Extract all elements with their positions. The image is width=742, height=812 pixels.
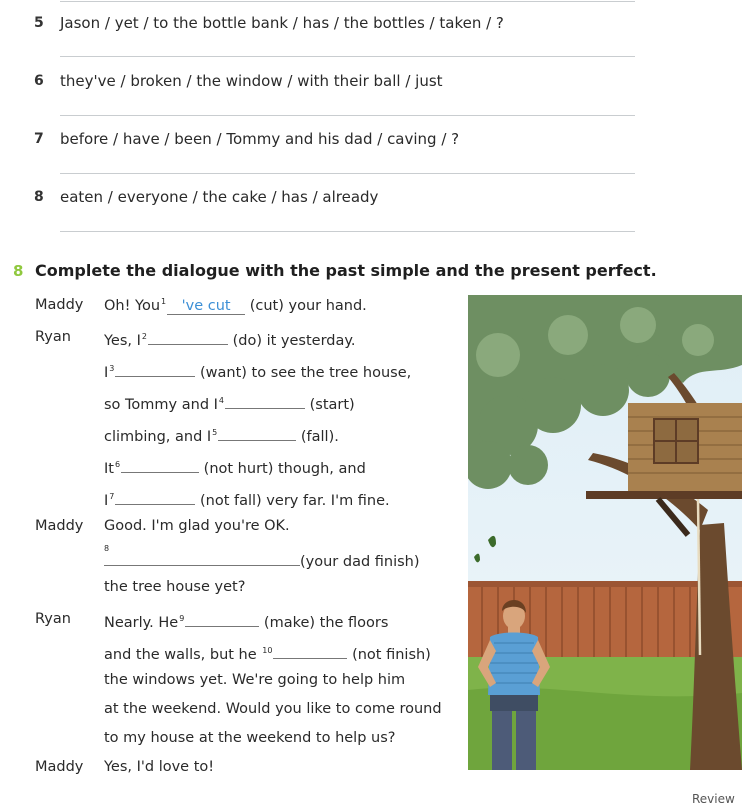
dialogue-line <box>104 643 431 663</box>
question-number: 5 <box>34 15 44 31</box>
speaker-name: Ryan <box>35 611 71 627</box>
line-text: climbing, and I <box>104 429 212 445</box>
speaker-name: Maddy <box>35 297 84 313</box>
question-text: Jason / yet / to the bottle bank / has / the bottles / taken / ? <box>60 14 504 32</box>
dialogue-line <box>104 361 411 381</box>
line-text: (not finish) <box>352 647 431 663</box>
answer-blank[interactable] <box>121 457 199 473</box>
line-text: (fall). <box>300 429 339 445</box>
gap-number: 7 <box>109 492 115 502</box>
section-number: 8 <box>13 262 24 280</box>
answer-blank[interactable] <box>115 489 195 505</box>
gap-number: 2 <box>141 332 147 342</box>
dialogue-line <box>104 393 355 413</box>
question-number: 8 <box>34 189 44 205</box>
speaker-name: Maddy <box>35 759 84 775</box>
gap-number: 10 <box>262 646 273 656</box>
line-text: I <box>104 493 109 509</box>
line-text: (start) <box>309 397 355 413</box>
answer-blank[interactable] <box>273 643 347 659</box>
line-text: (do) it yesterday. <box>232 333 356 349</box>
question-text: eaten / everyone / the cake / has / already <box>60 188 379 206</box>
tree-house-illustration <box>468 295 742 770</box>
speaker-name: Maddy <box>35 518 84 534</box>
dialogue-line <box>104 489 390 509</box>
gap-number: 1 <box>161 297 167 306</box>
dialogue-line: the windows yet. We're going to help him <box>104 672 406 688</box>
gap-number: 8 <box>104 544 110 553</box>
dialogue-line <box>104 329 356 349</box>
answer-blank[interactable] <box>148 329 228 345</box>
footer-label: Review <box>692 792 735 806</box>
line-text: It <box>104 461 114 477</box>
line-text: (make) the floors <box>263 615 389 631</box>
dialogue-line: Yes, I'd love to! <box>104 759 215 775</box>
line-text: so Tommy and I <box>104 397 218 413</box>
dialogue-line: to my house at the weekend to help us? <box>104 730 396 746</box>
dialogue-line: Good. I'm glad you're OK. <box>104 518 290 534</box>
dialogue-line: the tree house yet? <box>104 579 246 595</box>
line-text: (not hurt) though, and <box>203 461 366 477</box>
answer-blank[interactable] <box>218 425 296 441</box>
answer-line[interactable] <box>60 173 635 174</box>
gap-number: 6 <box>114 460 121 470</box>
answer-line[interactable] <box>60 115 635 116</box>
dialogue-line <box>104 425 339 445</box>
dialogue-line <box>104 550 420 570</box>
question-text: before / have / been / Tommy and his dad / caving / ? <box>60 130 460 148</box>
line-text: I <box>104 365 109 381</box>
line-text: and the walls, but he <box>104 647 257 663</box>
dialogue-line <box>104 611 388 631</box>
answer-blank[interactable] <box>115 361 195 377</box>
dialogue-line <box>104 297 367 315</box>
line-text: (want) to see the tree house, <box>199 365 412 381</box>
speaker-name: Ryan <box>35 329 71 345</box>
answer-line[interactable] <box>60 231 635 232</box>
answer-blank[interactable] <box>185 611 259 627</box>
illustration-svg <box>468 295 742 770</box>
tree-house <box>628 403 742 491</box>
answer-blank[interactable] <box>104 550 300 566</box>
gap-number: 9 <box>179 614 185 624</box>
gap-number: 3 <box>109 364 115 374</box>
line-text: Oh! You <box>104 297 161 314</box>
question-text: they've / broken / the window / with their ball / just <box>60 72 443 90</box>
answer-line[interactable] <box>60 56 635 57</box>
line-text: (your dad finish) <box>300 554 420 570</box>
question-number: 7 <box>34 131 44 147</box>
gap-number: 5 <box>212 428 218 438</box>
line-text: (cut) your hand. <box>249 297 367 314</box>
tree-house-platform <box>586 491 742 499</box>
answer-blank[interactable]: 've cut <box>167 299 245 315</box>
answer-blank[interactable] <box>225 393 305 409</box>
section-title: Complete the dialogue with the past simple and the present perfect. <box>35 261 657 280</box>
question-number: 6 <box>34 73 44 89</box>
line-text: Nearly. He <box>104 615 179 631</box>
line-text: Yes, I <box>104 333 141 349</box>
dialogue-line <box>104 457 366 477</box>
line-text: (not fall) very far. I'm fine. <box>199 493 390 509</box>
dialogue-line: at the weekend. Would you like to come round <box>104 701 442 717</box>
top-rule <box>60 1 635 2</box>
gap-number: 4 <box>218 396 224 406</box>
